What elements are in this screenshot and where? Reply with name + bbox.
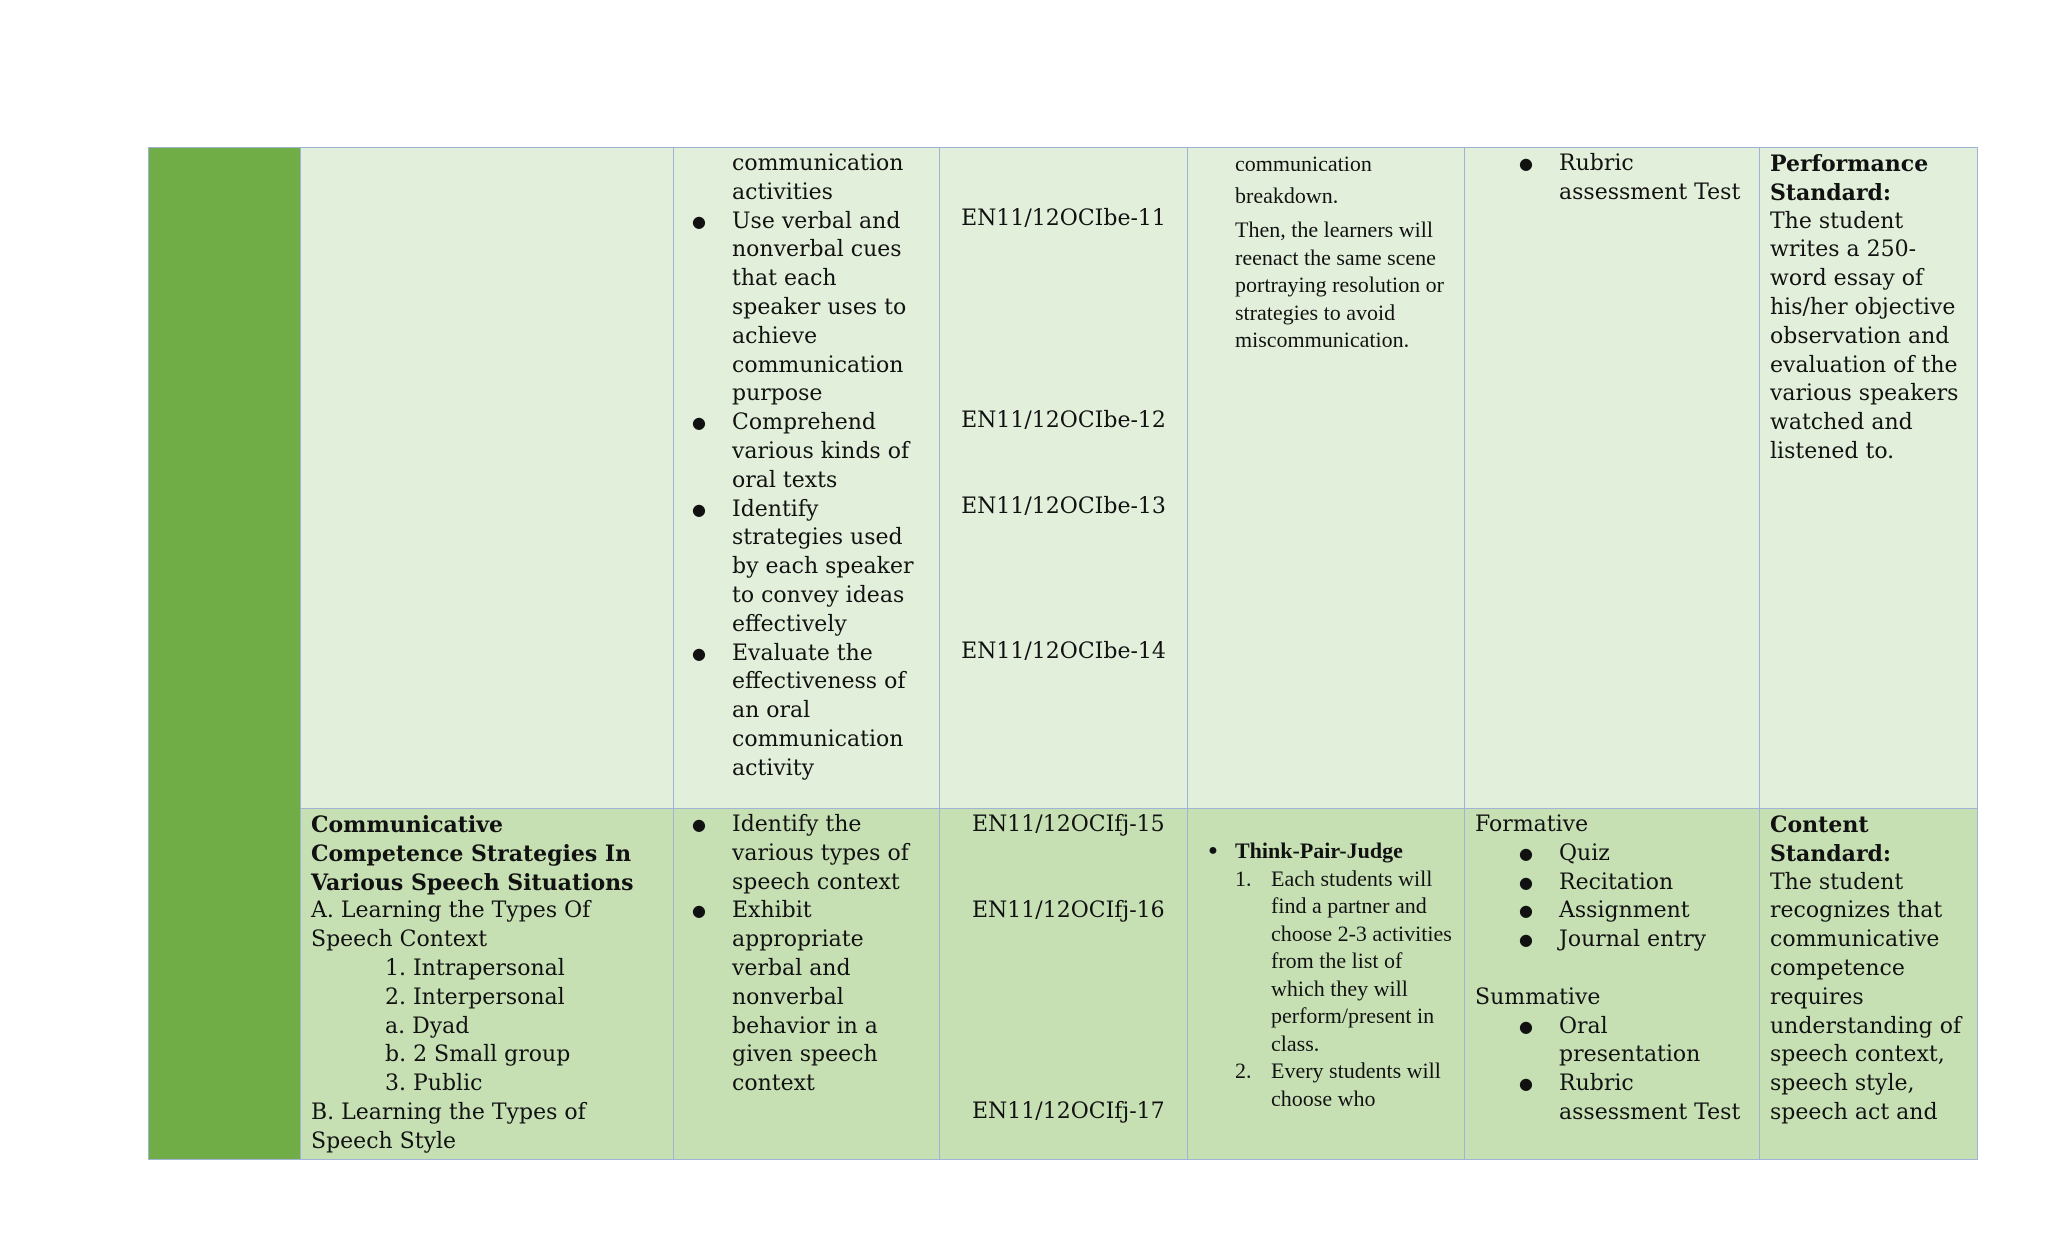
list-item: 3. Public bbox=[385, 1071, 483, 1097]
formative-label: Formative bbox=[1475, 812, 1589, 837]
list-item: communication activities bbox=[732, 151, 904, 205]
curriculum-table bbox=[148, 147, 1978, 1160]
standard-cell bbox=[1760, 809, 1978, 1160]
list-item: 2. Interpersonal bbox=[385, 984, 565, 1010]
code-cell bbox=[940, 809, 1188, 1160]
side-color-bar bbox=[149, 148, 301, 1160]
learning-code: EN11/12OCIfj-15 bbox=[972, 812, 1165, 837]
assessment-cell bbox=[1465, 809, 1760, 1160]
standard-text: The student recognizes that communicative competence requires understanding of speech context, speech style, speech act and bbox=[1770, 869, 1962, 1125]
assessment-cell bbox=[1465, 148, 1760, 809]
standard-text: The student writes a 250-word essay of his/her objective observation and evaluation of the various speakers watched and listened to. bbox=[1770, 208, 1959, 464]
list-item: ● Identify the various types of speech context bbox=[684, 811, 929, 897]
competencies-cell bbox=[674, 148, 940, 809]
list-item: a. Dyad bbox=[385, 1013, 470, 1039]
list-item: 1. Each students will find a partner and choose 2-3 activities from the list of which they will perform/present in class. bbox=[1235, 865, 1452, 1056]
competencies-cell bbox=[674, 809, 940, 1160]
code-cell bbox=[940, 148, 1188, 809]
activity-title: Think-Pair-Judge bbox=[1235, 838, 1403, 863]
standard-title: Content Standard: bbox=[1770, 812, 1892, 867]
list-item bbox=[1198, 837, 1454, 865]
content-title: Communicative Competence Strategies In Various Speech Situations bbox=[311, 812, 634, 896]
list-item: ● Rubric assessment Test bbox=[1511, 150, 1749, 208]
content-heading: A. Learning the Types Of Speech Context bbox=[311, 898, 591, 953]
list-item: 2. Every students will choose who bbox=[1235, 1058, 1441, 1111]
standard-cell bbox=[1760, 148, 1978, 809]
list-item: ● Journal entry bbox=[1511, 926, 1749, 955]
summative-label: Summative bbox=[1475, 984, 1601, 1010]
list-item: b. 2 Small group bbox=[385, 1042, 571, 1068]
table-row bbox=[149, 148, 1978, 809]
list-item: ● Rubric assessment Test bbox=[1511, 1070, 1749, 1128]
list-item: ● Oral presentation bbox=[1511, 1013, 1749, 1071]
content-heading: B. Learning the Types of Speech Style bbox=[311, 1099, 586, 1154]
content-cell bbox=[301, 148, 674, 809]
list-item: ● Assignment bbox=[1511, 897, 1749, 926]
learning-code: EN11/12OCIbe-11 bbox=[961, 206, 1166, 231]
learning-code: EN11/12OCIfj-16 bbox=[972, 898, 1165, 923]
list-item: ● Comprehend various kinds of oral texts bbox=[684, 409, 929, 495]
list-item: ● Evaluate the effectiveness of an oral communication activity bbox=[684, 640, 929, 784]
learning-code: EN11/12OCIfj-17 bbox=[972, 1099, 1165, 1124]
learning-code: EN11/12OCIbe-13 bbox=[961, 494, 1166, 519]
list-item: ● Quiz bbox=[1511, 840, 1749, 869]
learning-code: EN11/12OCIbe-14 bbox=[961, 639, 1166, 664]
list-item: ● Identify strategies used by each speaker to convey ideas effectively bbox=[684, 496, 929, 640]
activity-cell bbox=[1188, 809, 1465, 1160]
learning-code: EN11/12OCIbe-12 bbox=[961, 408, 1166, 433]
list-item: 1. Intrapersonal bbox=[385, 955, 565, 981]
list-item: ● Exhibit appropriate verbal and nonverbal behavior in a given speech context bbox=[684, 897, 929, 1099]
activity-cell bbox=[1188, 148, 1465, 809]
activity-text: Then, the learners will reenact the same scene portraying resolution or strategies to avoid miscommunication. bbox=[1235, 217, 1444, 352]
content-cell bbox=[301, 809, 674, 1160]
list-item: ● Recitation bbox=[1511, 869, 1749, 898]
activity-text: communication breakdown. bbox=[1235, 151, 1372, 208]
table-row bbox=[149, 809, 1978, 1160]
list-item: ● Use verbal and nonverbal cues that each speaker uses to achieve communication purpose bbox=[684, 208, 929, 410]
standard-title: Performance Standard: bbox=[1770, 151, 1929, 206]
